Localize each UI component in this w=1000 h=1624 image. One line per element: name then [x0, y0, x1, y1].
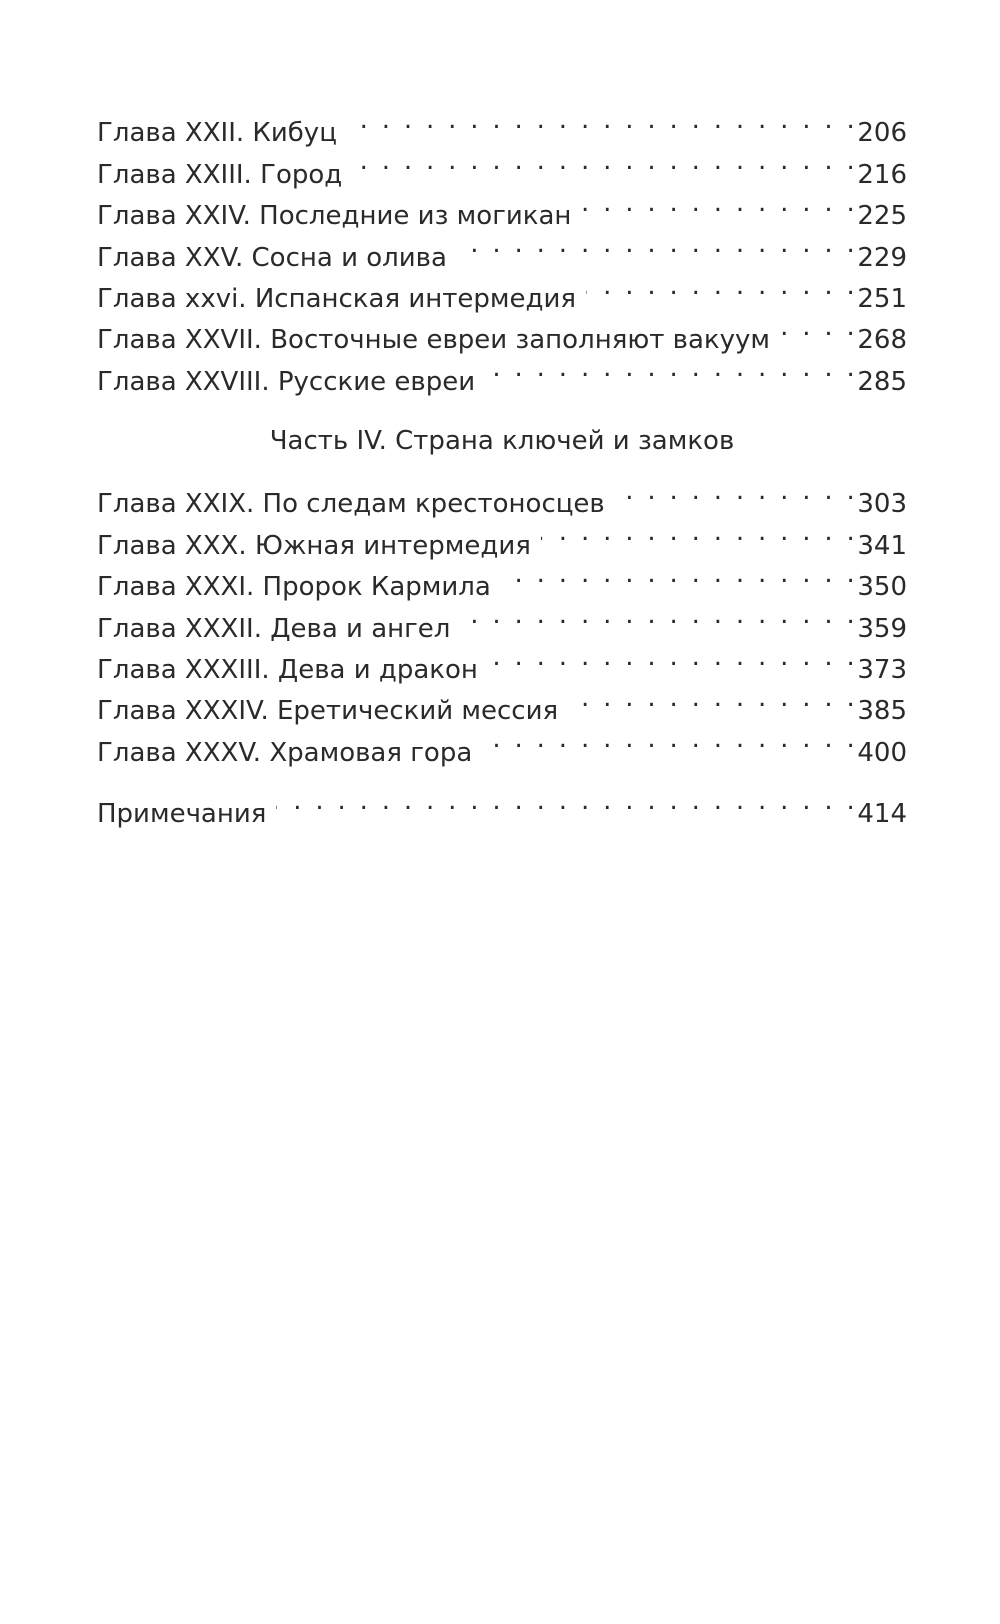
- dot-leader: [485, 348, 857, 389]
- toc-entry-title: Глава XXII. Кибуц: [97, 118, 337, 149]
- dot-leader: [568, 678, 857, 719]
- toc-entry-page: 268: [857, 325, 907, 356]
- toc-entry-page: 303: [857, 489, 907, 520]
- dot-leader: [488, 637, 857, 678]
- toc-entry-title: Глава XXVIII. Русские евреи: [97, 366, 476, 397]
- toc-entry-title: Примечания: [97, 799, 267, 830]
- toc-entry-notes: [97, 781, 907, 830]
- toc-entry-title: Глава XXXII. Дева и ангел: [97, 613, 451, 644]
- toc-entry-title: Глава XXXI. Пророк Кармила: [97, 572, 491, 603]
- toc-entry-title: Глава XXXIV. Еретический мессия: [97, 696, 559, 727]
- toc-entry-title: Глава XXV. Сосна и олива: [97, 242, 447, 273]
- toc-entry-page: 229: [857, 242, 907, 273]
- toc-entry-title: Глава XXXIII. Дева и дракон: [97, 654, 478, 685]
- dot-leader: [482, 719, 857, 760]
- dot-leader: [352, 141, 857, 182]
- dot-leader: [276, 781, 857, 822]
- toc-entry-title: Глава XXVII. Восточные евреи заполняют вакуум: [97, 325, 770, 356]
- toc-entry-page: 225: [857, 201, 907, 232]
- toc-entry: [97, 471, 907, 520]
- toc-entry-title: Глава xxvi. Испанская интермедия: [97, 283, 577, 314]
- notes-entry-block: [97, 781, 907, 830]
- dot-leader: [586, 266, 857, 307]
- dot-leader: [347, 100, 857, 141]
- dot-leader: [780, 307, 857, 348]
- dot-leader: [501, 554, 858, 595]
- toc-entry: [97, 100, 907, 149]
- toc-entry-title: Глава XXIX. По следам крестоносцев: [97, 489, 605, 520]
- dot-leader: [615, 471, 858, 512]
- toc-entry-title: Глава XXXV. Храмовая гора: [97, 737, 473, 768]
- part4-chapter-list: [97, 471, 907, 768]
- toc-entry-page: 350: [857, 572, 907, 603]
- toc-entry-page: 206: [857, 118, 907, 149]
- dot-leader: [581, 183, 857, 224]
- toc-entry-title: Глава XXX. Южная интермедия: [97, 530, 531, 561]
- toc-entry-title: Глава XXIII. Город: [97, 159, 343, 190]
- toc-entry-page: 359: [857, 613, 907, 644]
- dot-leader: [460, 595, 857, 636]
- toc-entry-page: 341: [857, 530, 907, 561]
- toc-entry-page: 216: [857, 159, 907, 190]
- part3-chapter-list: [97, 100, 907, 397]
- toc-entry-page: 251: [857, 283, 907, 314]
- part-heading: Часть IV. Страна ключей и замков: [269, 426, 735, 456]
- dot-leader: [541, 512, 857, 553]
- toc-entry-page: 414: [857, 799, 907, 830]
- toc-entry-page: 385: [857, 696, 907, 727]
- toc-entry-page: 285: [857, 366, 907, 397]
- toc-entry-title: Глава XXIV. Последние из могикан: [97, 201, 572, 232]
- toc-entry-page: 373: [857, 654, 907, 685]
- toc-entry-page: 400: [857, 737, 907, 768]
- dot-leader: [457, 224, 857, 265]
